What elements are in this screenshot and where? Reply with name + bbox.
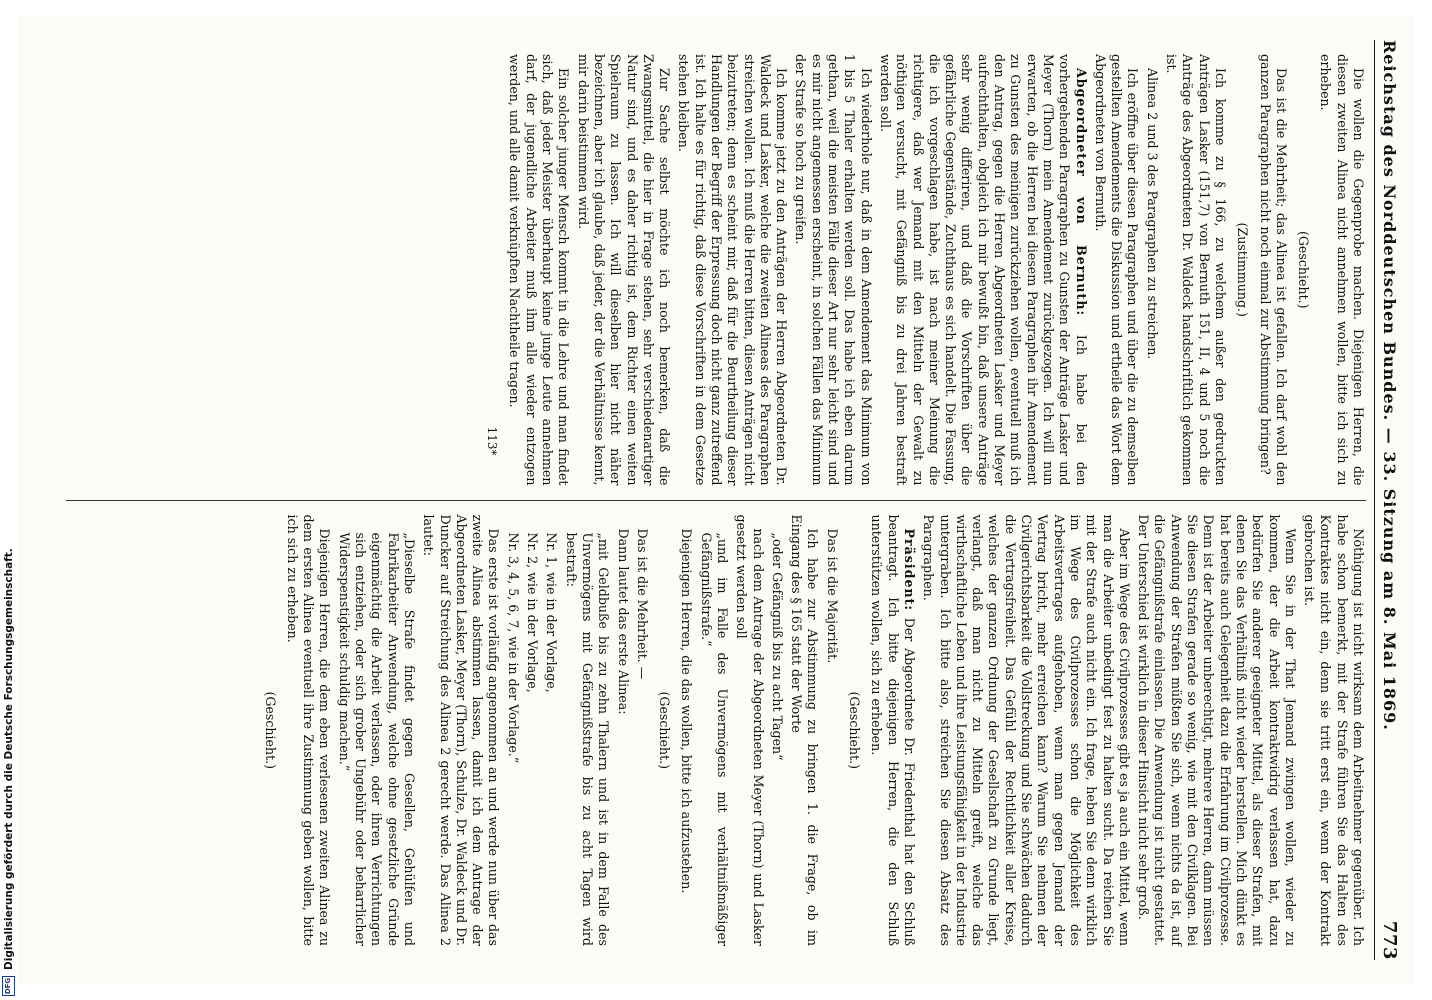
left-column — [66, 40, 1366, 500]
quoted-text: Nr. 2, wie in der Vorlage, — [525, 532, 541, 693]
body-paragraph: Ich komme jetzt zu den Anträgen der Herren Abgeordneten Dr. Waldeck und Lasker, welche die zweiten Alineas des Paragraphen streichen wollen. Ich muß die Herren bitten, diesen Anträgen nicht beizutreten; denn es scheint mir, daß für die Beurtheilung dieser Handlungen der Begriff der Erpressung doch nicht ganz zutreffend ist. Ich halte es für richtig, daß diese Vorschriften in dem Gesetze stehen bleiben. — [676, 54, 790, 486]
dfg-credit-text: Digitalisierung gefördert durch die Deutsche Forschungsgemeinschaft. — [2, 548, 15, 970]
speech-text: Ich habe bei den vorhergehenden Paragraphen zu Gunsten der Anträge Lasker und Meyer (Thorn) mein Amendement zurückgezogen. Ich will nun erwarten, ob die Herren bei diesem Paragraphen ihr Amendement zu Gunsten des meinigen zurückziehen wollen, eventuell muß ich den Antrag, gegen die Herren Abgeordneten Lasker und Meyer aufrechthalten, obgleich ich mir bewußt bin, daß unsere Anträge sehr wenig differiren, und daß die Vorschriften über die gefährliche Gegenstände, Zuchthaus es sich handelt. Die Fassung, die ich vorgeschlagen habe, ist nach meiner Meinung die richtigere, daß wer Jemand mit den Mitteln der Gewalt zu nöthigen versucht, mit Gefängniß bis zu drei Jahren bestraft werden soll. — [877, 54, 1089, 486]
body-paragraph: Ich habe zur Abstimmung zu bringen 1. die Frage, ob im Eingang des § 165 statt der Worte — [789, 514, 821, 946]
rotated-page — [10, 16, 1414, 984]
quoted-text: Nr. 3, 4, 5, 6, 7, wie in der Vorlage.“ — [505, 532, 521, 764]
stage-direction: (Geschieht.) — [1296, 230, 1312, 309]
speech-text: Der Abgeordnete Dr. Friedenthal hat den Schluß beantragt. Ich bitte diejenigen Herren, die den Schluß unterstützen wollen, sich zu erheben. — [869, 514, 917, 946]
body-paragraph: Das ist die Mehrheit. — — [634, 528, 650, 680]
body-paragraph: Die wollen die Gegenprobe machen. Diejenigen Herren, die diesen zweiten Alinea nicht annehmen wollen, bitte ich sich zu erheben. — [1318, 54, 1366, 486]
stage-direction: (Zustimmung.) — [1235, 222, 1251, 317]
signature-mark: 113* — [485, 426, 500, 456]
running-title: Reichstag des Norddeutschen Bundes. — 33. Sitzung am 8. Mai 1869. — [1380, 40, 1399, 731]
credit-strip — [0, 0, 18, 1000]
quoted-text: „und im Falle des Unvermögens mit verhältnißmäßiger Gefängnißstrafe.“ — [698, 532, 731, 946]
body-paragraph: Ich komme zu § 166, zu welchem außer den gedruckten Anträgen Lasker (151,7) von Bernuth 151, II, 4 und 5 noch die Anträge des Abgeordneten Dr. Waldeck handschriftlich gekommen ist. — [1164, 54, 1228, 486]
body-paragraph: Aber im Wege des Civilprozesses gibt es ja auch ein Mittel, wenn man die Arbeiter unbedingt fest zu halten sucht. Da reichen Sie mit der Strafe auch nicht ein. Ich frage, heben Sie denn wirklich im Wege des Civilprozesses schon die Möglichkeit des Arbeitsvertrages aufgehoben, wenn man gegen Jemand der Vertrag bricht, mehr erreichen kann? Warum Sie nehmen der Civilgerichtsbarkeit die Vollstreckung und Sie schwächen dadurch die Vertragsfreiheit. Das Gefühl der Rechtlichkeit aller Kreise, welches der ganzen Ordnung der Gesellschaft zu Grunde liegt, verlangt, daß man nicht zu Mitteln greift, welche das wirthschaftliche Leben und ihre Leistungsfähigkeit in der Industrie untergraben. Ich bitte also, streichen Sie diesen Absatz des Paragraphen. — [921, 514, 1132, 947]
speaker-name: Präsident: — [901, 528, 917, 612]
quoted-text: Nr. 1, wie in der Vorlage, — [544, 532, 560, 693]
body-paragraph: Alinea 2 und 3 des Paragraphen zu streichen. — [1144, 68, 1160, 360]
speech-paragraph — [868, 515, 917, 947]
stage-direction: (Geschieht.) — [262, 691, 278, 770]
body-paragraph: Nöthigung ist nicht wirksam dem Arbeitnehmer gegenüber. Ich habe schon bemerkt, mit der Strafe führen Sie das Halten des Kontraktes nicht ein, denn sie tritt erst ein, wenn der Kontrakt gebrochen ist. — [1302, 514, 1366, 946]
quoted-text: „oder Gefängniß bis zu acht Tagen“ — [769, 532, 785, 761]
page-header — [1374, 40, 1400, 960]
body-paragraph: Das erste ist vorläufig angenommen an und werde nun über das zweite Alinea abstimmen lassen, damit ich dem Antrage der Abgeordneten Lasker, Meyer (Thorn), Schulze, Dr. Waldeck und Dr. Duncker auf Streichung des Alinea 2 gerecht werde. Das Alinea 2 lautet: — [421, 514, 502, 946]
body-paragraph: Diejenigen Herren, die dem eben verlesenen zweiten Alinea zu dem ersten Alinea eventuell ihre Zustimmung geben wollen, bitte ich sich zu erheben. — [284, 514, 333, 946]
body-paragraph: nach dem Antrage der Abgeordneten Meyer (Thorn) und Lasker gesetzt werden soll — [734, 514, 766, 946]
body-paragraph: Ich eröffne über diesen Paragraphen und über die zu demselben gestellten Amendements die Diskussion und ertheile das Wort dem Abgeordneten von Bernuth. — [1092, 54, 1141, 486]
stage-direction: (Geschieht.) — [847, 691, 863, 770]
quoted-text: „Dieselbe Strafe findet gegen Gesellen, Gehülfen und Fabrikarbeiter Anwendung, welche ohne gesetzliche Gründe eigenmächtig die Arbeit verlassen, oder ihren Verrichtungen sich entziehen, oder sich grober Ungebühr oder beharrlicher Widerspenstigkeit schuldig machen.“ — [336, 532, 417, 946]
body-paragraph: Wenn Sie in der That Jemand zwingen wollen, wieder zu kommen, der die Arbeit kontraktwidrig verlassen hat, dazu bedürfen Sie anderer geeigneter Mittel, als dieser Strafen, mit denen Sie das Verhältniß nicht wieder herstellen. Mich dünkt es hat bereits auch Gelegenheit dazu die Erfahrung im Civilprozesse. Denn ist der Arbeiter unberechtigt, mehrere Herren, dann müssen Sie diesen Strafen gerade so wenig, wie mit den Civilklagen. Bei Anwendung der Strafen müßten Sie sich, wenn nichts da ist, auf die Gefängnißstrafe einlassen. Die Anwendung ist nicht gestattet. Der Unterschied ist wirklich in dieser Hinsicht nicht sehr groß. — [1136, 514, 1298, 946]
body-paragraph: Das ist die Majorität. — [824, 528, 840, 664]
dfg-logo-icon: DFG — [2, 976, 15, 996]
speech-paragraph — [877, 54, 1089, 486]
body-paragraph: Zur Sache selbst möchte ich noch bemerken, daß die Zwangsmittel, die hier in Frage stehen, sehr verschiedenartiger Natur sind, und es daher richtig ist, dem Richter einen weiten Spielraum zu lassen. Ich will dieselben hier nicht näher bezeichnen, aber ich glaube, daß jeder, der die Verhältnisse kennt, mir darin beistimmen wird. — [575, 54, 673, 486]
body-paragraph: Das ist die Mehrheit; das Alinea ist gefallen. Ich darf wohl den ganzen Paragraphen nicht noch einmal zur Abstimmung bringen? — [1257, 54, 1289, 486]
right-column — [66, 501, 1366, 961]
body-paragraph: Dann lautet das erste Alinea: — [615, 528, 631, 715]
page-number: 773 — [1379, 920, 1400, 960]
body-paragraph: Ein solcher junger Mensch kommt in die Lehre und man findet sich, daß jeder Meister überhaupt keine junge Leute annehmen darf, der jugendliche Arbeiter muß ihm alle wieder entzogen werden, und alle damit verknüpften Nachtheile tragen. — [507, 54, 572, 486]
quoted-text: „mit Geldbuße bis zu zehn Thalern und ist in dem Falle des Unvermögens mit Gefängnißstrafe bis zu acht Tagen wird bestraft: — [563, 532, 612, 946]
body-paragraph: Ich wiederhole nur, daß in dem Amendement das Minimum von 1 bis 5 Thaler erhalten werden soll. Das habe ich eben darum gethan, weil die meisten Fälle dieser Art nur sehr leicht sind und es mir nicht angemessen erscheint, in solchen Fällen das Minimum der Strafe so hoch zu greifen. — [793, 54, 874, 486]
speaker-name: Abgeordneter von Bernuth: — [1073, 68, 1089, 317]
dfg-credit — [2, 548, 15, 996]
stage-direction: (Geschieht.) — [657, 691, 673, 770]
body-paragraph: Diejenigen Herren, die das wollen, bitte ich aufzustehen. — [679, 528, 695, 894]
text-columns — [66, 40, 1366, 960]
